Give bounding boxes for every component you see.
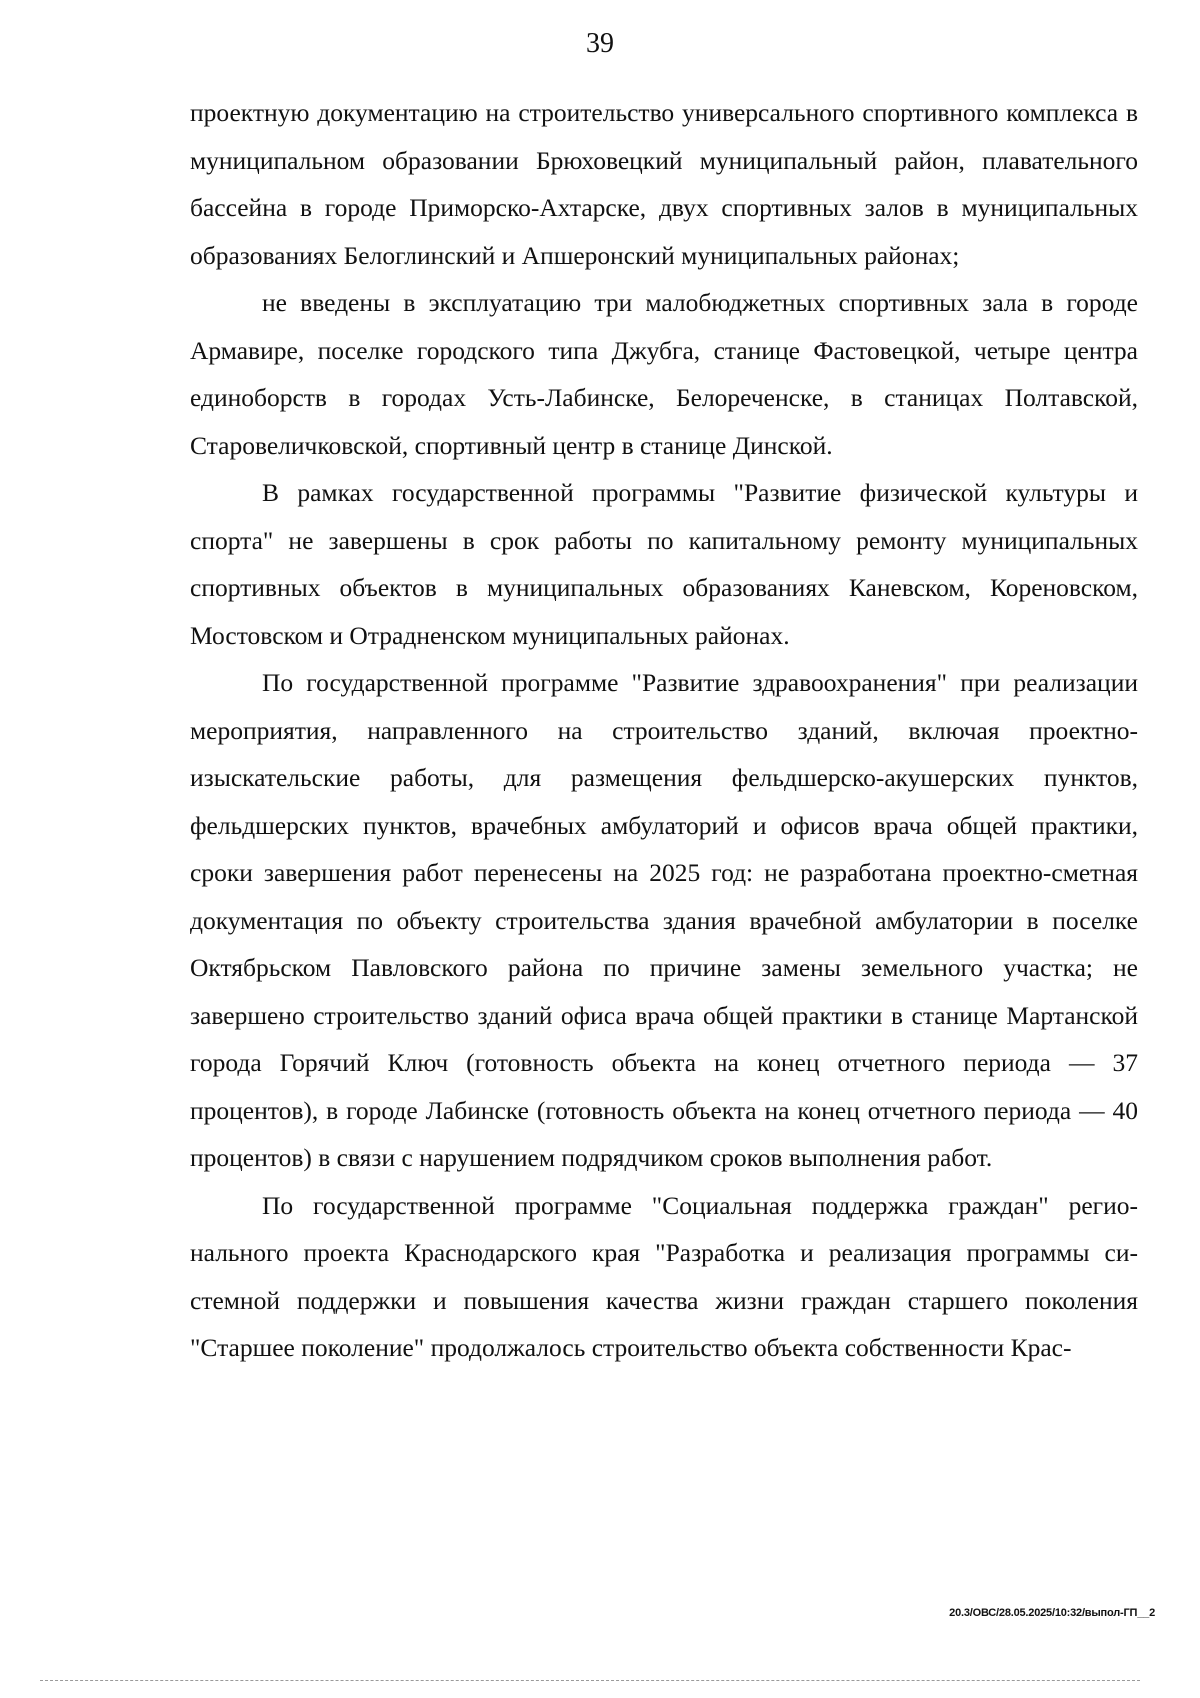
paragraph-not-commissioned: не введены в эксплуатацию три малобюджетных спортивных зала в городе Армавире, поселке городского типа Джубга, станице Фастовецкой, четыре центра единоборств в городах Усть-Лабинске, Белореченске, в станицах Полтавской, Старовеличковской, спортивный центр в станице Динской.	[190, 288, 1138, 460]
scan-edge-line	[40, 1680, 1140, 1681]
paragraph-healthcare-program: По государственной программе "Развитие здравоохранения" при реализации мероприятия, направленного на строительство зданий, включая проектно-изыскательские работы, для размещения фельдшерско-акушерских пунктов, фельдшерских пунктов, врачебных амбулаторий и офисов врача общей практики, сроки завершения работ перенесены на 2025 год: не разработана проектно-сметная документация по объекту строительства здания врачебной амбулатории в поселке Октябрьском Павловского района по причине замены земельного участка; не завершено строительство зданий офиса врача общей практики в станице Мартанской города Горячий Ключ (готовность объекта на конец отчетного периода — 37 процентов), в городе Лабинске (готовность объекта на конец отчетного периода — 40 процентов) в связи с нарушением подрядчиком сроков выполнения работ.	[190, 668, 1138, 1172]
page-number: 39	[586, 28, 614, 59]
paragraph-sports-program: В рамках государственной программы "Развитие физической культуры и спорта" не завершены в срок работы по капитальному ремонту муниципальных спортивных объектов в муниципальных образованиях Каневском, Кореновском, Мостовском и Отрадненском муниципальных районах.	[190, 478, 1138, 650]
footer-document-code: 20.3/ОВС/28.05.2025/10:32/выпол-ГП__2	[949, 1607, 1155, 1619]
document-body	[190, 89, 1138, 1372]
paragraph-social-support-program: По государственной программе "Социальная поддержка граждан" регионального проекта Краснодарского края "Разработка и реализация программы системной поддержки и повышения качества жизни граждан старшего поколения "Старшее поколение" продолжалось строительство объекта собственности Крас-	[190, 1190, 1138, 1362]
paragraph-continuation: проектную документацию на строительство универсального спортивного комплекса в муниципальном образовании Брюховецкий муниципальный район, плавательного бассейна в городе Приморско-Ахтарске, двух спортивных залов в муниципальных образованиях Белоглинский и Апшеронский муниципальных районах;	[190, 98, 1138, 270]
